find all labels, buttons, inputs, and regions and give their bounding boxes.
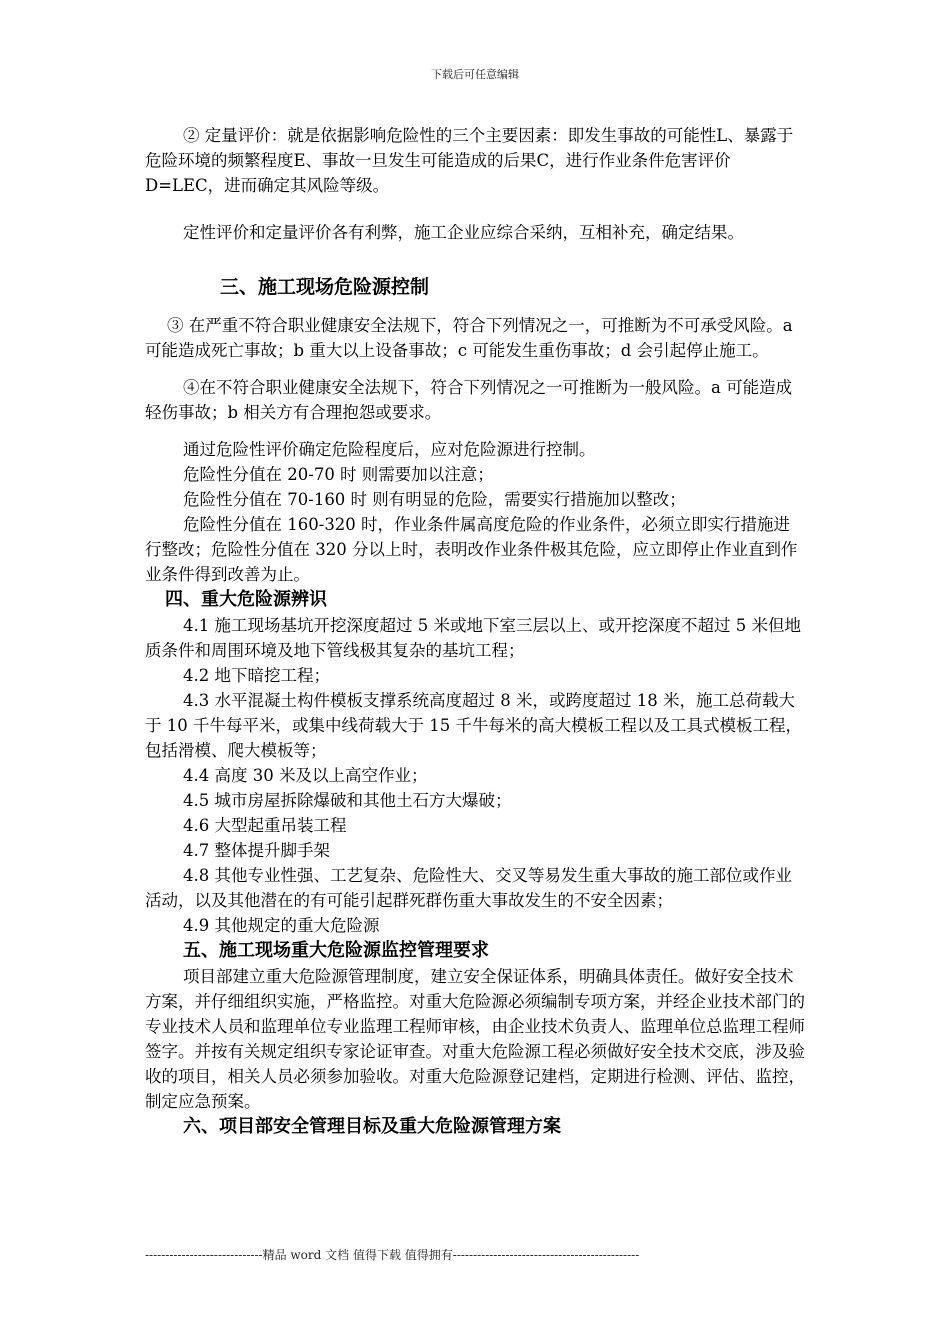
heading-section-3: 三、施工现场危险源控制 — [220, 276, 430, 298]
list-item-4-3: 4.3 水平混凝土构件模板支撑系统高度超过 8 米，或跨度超过 18 米，施工总荷载大于 10 千牛每平米，或集中线荷载大于 15 千牛每米的高大模板工程以及工具式模板工程，包括滑模、爬大模板等； — [145, 691, 802, 760]
page-footer: -----------------------------精品 word 文档 值得下载 值得拥有---------------------------------------------- — [145, 1248, 640, 1262]
list-item-4-7: 4.7 整体提升脚手架 — [183, 841, 330, 860]
list-item-4-8: 4.8 其他专业性强、工艺复杂、危险性大、交叉等易发生重大事故的施工部位或作业活动，以及其他潜在的有可能引起群死群伤重大事故发生的不安全因素； — [145, 866, 792, 910]
heading-section-4: 四、重大危险源辨识 — [165, 589, 327, 610]
list-item-4-1: 4.1 施工现场基坑开挖深度超过 5 米或地下室三层以上、或开挖深度不超过 5 米但地质条件和周围环境及地下管线极其复杂的基坑工程； — [145, 616, 801, 660]
paragraph-quantitative-evaluation: ② 定量评价：就是依据影响危险性的三个主要因素：即发生事故的可能性L、暴露于危险环境的频繁程度E、事故一旦发生可能造成的后果C，进行作业条件危害评价D=LEC，进而确定其风险等级。 — [145, 126, 794, 195]
paragraph-unacceptable-risk: ③ 在严重不符合职业健康安全法规下，符合下列情况之一，可推断为不可承受风险。a 可能造成死亡事故；b 重大以上设备事故；c 可能发生重伤事故；d 会引起停止施工。 — [145, 316, 793, 360]
list-item-4-5: 4.5 城市房屋拆除爆破和其他土石方大爆破； — [183, 791, 512, 810]
paragraph-general-risk: ④在不符合职业健康安全法规下，符合下列情况之一可推断为一般风险。a 可能造成轻伤事故；b 相关方有合理抱怨或要求。 — [145, 378, 793, 422]
list-item-4-4: 4.4 高度 30 米及以上高空作业； — [183, 766, 428, 785]
heading-section-6: 六、项目部安全管理目标及重大危险源管理方案 — [183, 1116, 561, 1137]
list-item-4-9: 4.9 其他规定的重大危险源 — [183, 916, 380, 935]
paragraph-evaluation-summary: 定性评价和定量评价各有利弊，施工企业应综合采纳，互相补充，确定结果。 — [183, 223, 744, 242]
document-body — [145, 123, 805, 1140]
list-item-4-2: 4.2 地下暗挖工程； — [183, 666, 330, 685]
paragraph-score-70-160: 危险性分值在 70-160 时 则有明显的危险，需要实行措施加以整改； — [183, 490, 686, 509]
heading-section-5: 五、施工现场重大危险源监控管理要求 — [183, 940, 489, 961]
paragraph-score-20-70: 危险性分值在 20-70 时 则需要加以注意； — [183, 465, 494, 484]
paragraph-score-160-320: 危险性分值在 160-320 时，作业条件属高度危险的作业条件，必须立即实行措施进行整改；危险性分值在 320 分以上时，表明改作业条件极其危险，应立即停止作业直到作业条件得到改善为止。 — [145, 515, 798, 584]
list-item-4-6: 4.6 大型起重吊装工程 — [183, 816, 347, 835]
paragraph-monitoring-requirements: 项目部建立重大危险源管理制度，建立安全保证体系，明确具体责任。做好安全技术方案，并仔细组织实施，严格监控。对重大危险源必须编制专项方案，并经企业技术部门的专业技术人员和监理单位专业监理工程师审核，由企业技术负责人、监理单位总监理工程师签字。并按有关规定组织专家论证审查。对重大危险源工程必须做好安全技术交底，涉及验收的项目，相关人员必须参加验收。对重大危险源登记建档，定期进行检测、评估、监控，制定应急预案。 — [145, 967, 805, 1111]
paragraph-control-intro: 通过危险性评价确定危险程度后，应对危险源进行控制。 — [183, 440, 596, 459]
page-header: 下载后可任意编辑 — [431, 68, 519, 81]
